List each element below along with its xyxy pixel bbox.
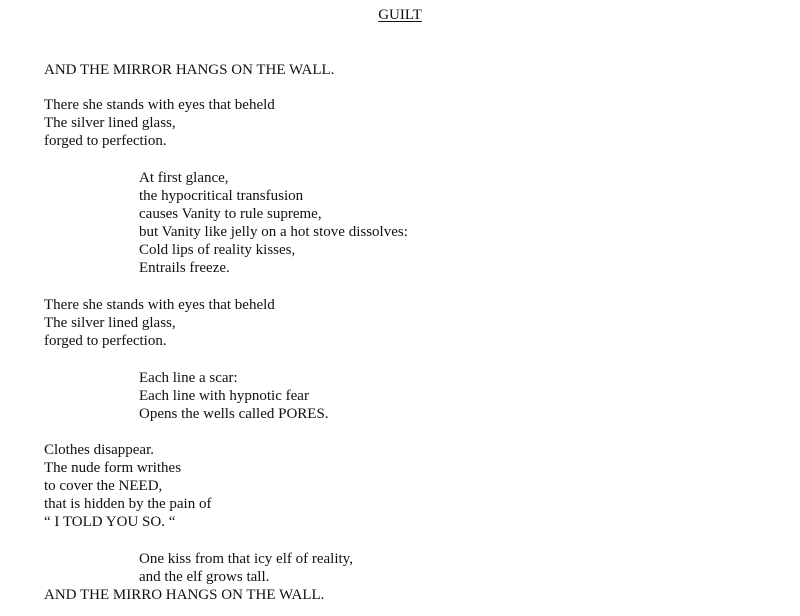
- poem-line: Opens the wells called PORES.: [139, 406, 329, 422]
- poem-line: AND THE MIRROR HANGS ON THE WALL.: [44, 62, 335, 78]
- poem-line: The nude form writhes: [44, 460, 182, 476]
- poem-line: AND THE MIRRO HANGS ON THE WALL.: [44, 587, 325, 603]
- poem-line: forged to perfection.: [44, 133, 167, 149]
- poem-line: to cover the NEED,: [44, 478, 163, 494]
- poem-line: “ I TOLD YOU SO. “: [44, 514, 176, 530]
- poem-line: Each line a scar:: [139, 370, 238, 386]
- poem-line: There she stands with eyes that beheld: [44, 297, 275, 313]
- poem-line: One kiss from that icy elf of reality,: [139, 551, 353, 567]
- poem-line: There she stands with eyes that beheld: [44, 97, 275, 113]
- poem-line: Each line with hypnotic fear: [139, 388, 309, 404]
- poem-line: causes Vanity to rule supreme,: [139, 206, 322, 222]
- poem-line: that is hidden by the pain of: [44, 496, 212, 512]
- poem-line: forged to perfection.: [44, 333, 167, 349]
- poem-line: Cold lips of reality kisses,: [139, 242, 296, 258]
- poem-line: The silver lined glass,: [44, 315, 176, 331]
- poem-line: the hypocritical transfusion: [139, 188, 304, 204]
- poem-line: and the elf grows tall.: [139, 569, 270, 585]
- poem-line: Entrails freeze.: [139, 260, 230, 276]
- poem-line: but Vanity like jelly on a hot stove dissolves:: [139, 224, 408, 240]
- poem-line: Clothes disappear.: [44, 442, 154, 458]
- page-title: [0, 6, 800, 24]
- poem-line: At first glance,: [139, 170, 229, 186]
- title-text: GUILT: [378, 7, 422, 23]
- poem-line: The silver lined glass,: [44, 115, 176, 131]
